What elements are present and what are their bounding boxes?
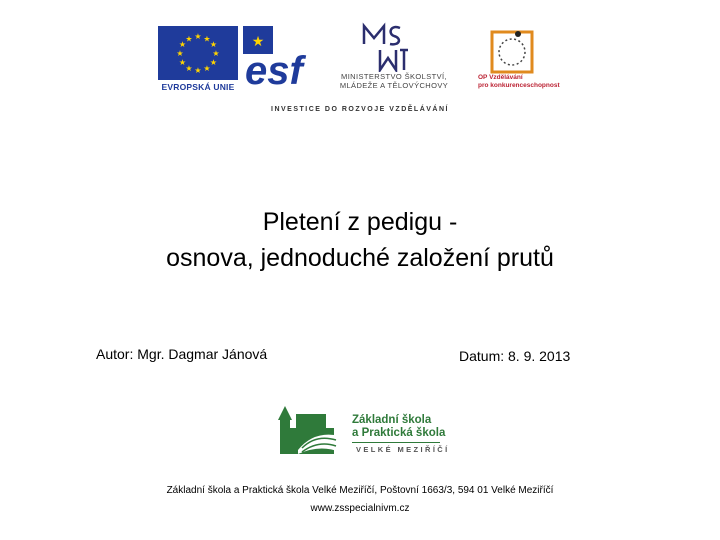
svg-text:★: ★ <box>203 64 211 73</box>
school-divider <box>352 442 440 443</box>
svg-text:esf: esf <box>245 49 303 90</box>
op-text <box>478 74 568 90</box>
svg-text:★: ★ <box>203 34 211 44</box>
school-name <box>352 414 445 440</box>
svg-text:★: ★ <box>194 66 202 75</box>
title-line1: Pletení z pedigu - <box>262 208 458 236</box>
svg-text:★: ★ <box>185 64 193 73</box>
esf-logo <box>243 26 317 90</box>
school-name-line1: Základní škola <box>352 414 432 426</box>
title-line2: osnova, jednoduché založení prutů <box>166 244 554 272</box>
op-logo <box>486 26 538 76</box>
msmt-text <box>324 72 464 90</box>
svg-text:★: ★ <box>185 34 193 44</box>
svg-text:★: ★ <box>194 32 202 41</box>
footer-address: Základní škola a Praktická škola Velké Meziříčí, Poštovní 1663/3, 594 01 Velké Meziříčí <box>166 485 554 496</box>
msmt-text-line2: MLÁDEŽE A TĚLOVÝCHOVY <box>339 81 449 90</box>
date: Datum: 8. 9. 2013 <box>459 348 571 364</box>
svg-text:★: ★ <box>251 34 265 50</box>
presentation-title <box>40 204 680 276</box>
school-name-line2: a Praktická škola <box>352 427 446 439</box>
eu-flag-logo <box>158 26 238 80</box>
school-logo <box>276 400 346 458</box>
author: Autor: Mgr. Dagmar Jánová <box>96 346 268 362</box>
school-city: VELKÉ MEZIŘÍČÍ <box>356 445 450 454</box>
footer-website: www.zsspecialnivm.cz <box>310 503 410 514</box>
eu-label: EVROPSKÁ UNIE <box>161 82 235 92</box>
header-logos <box>0 0 720 125</box>
svg-text:★: ★ <box>178 40 187 49</box>
investice-tagline: INVESTICE DO ROZVOJE VZDĚLÁVÁNÍ <box>271 106 449 113</box>
op-text-line1: OP Vzdělávání <box>478 74 523 81</box>
msmt-logo <box>360 22 408 72</box>
svg-text:★: ★ <box>209 58 218 67</box>
op-text-line2: pro konkurenceschopnost <box>478 82 560 89</box>
msmt-text-line1: MINISTERSTVO ŠKOLSTVÍ, <box>341 72 447 81</box>
svg-text:★: ★ <box>178 58 187 67</box>
svg-text:★: ★ <box>212 49 220 58</box>
svg-text:★: ★ <box>209 40 218 49</box>
svg-text:★: ★ <box>176 49 184 58</box>
